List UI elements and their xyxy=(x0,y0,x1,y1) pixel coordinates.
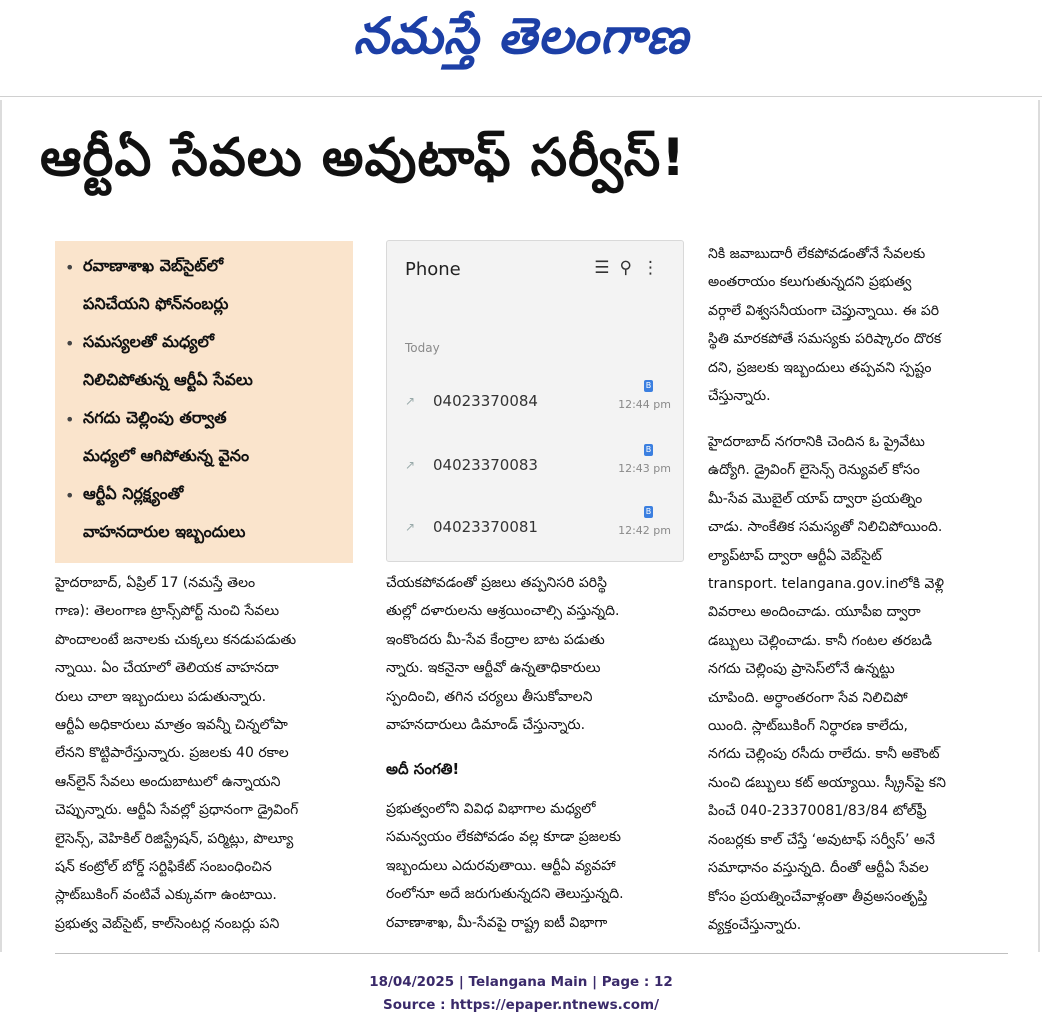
footer-divider xyxy=(55,953,1008,954)
highlight-line: సమస్యలతో మధ్యలో xyxy=(83,332,214,351)
article-column-2 xyxy=(386,569,682,739)
call-time: 12:44 pm xyxy=(618,398,671,411)
text-line: ఇబ్బందులు ఎదురవుతాయి. ఆర్టీఏ వ్యవహా xyxy=(386,857,616,874)
sim-icon: B xyxy=(645,381,652,390)
text-line: పొందాలంటే జనాలకు చుక్కలు కనడుపడుతు xyxy=(55,631,297,648)
text-line: న్నాయి. ఏం చేయాలో తెలియక వాహనదా xyxy=(55,660,279,677)
text-line: చాడు. సాంకేతిక సమస్యతో నిలిచిపోయింది. xyxy=(708,519,943,536)
text-line: చేస్తున్నారు. xyxy=(708,388,771,405)
text-line: సమన్వయం లేకపోవడం వల్ల కూడా ప్రజలకు xyxy=(386,829,621,846)
phone-toolbar xyxy=(594,258,669,278)
text-line: రవాణాశాఖ, మీ-సేవపై రాష్ట్ర ఐటీ విభాగా xyxy=(386,914,608,931)
text-line: చేయకపోవడంతో ప్రజలు తప్పనిసరి పరిస్థి xyxy=(386,575,607,591)
footer-source-link[interactable]: Source : https://epaper.ntnews.com/ xyxy=(382,997,660,1013)
text-line: కోసం ప్రయత్నించేవాళ్లంతా తీవ్రఅసంతృప్తి xyxy=(708,888,928,905)
text-line: నుంచి డబ్బులు కట్ అయ్యాయి. స్క్రీన్‌పై కని xyxy=(708,774,946,791)
more-icon: ⋮ xyxy=(642,258,669,278)
text-line: గాణ): తెలంగాణ ట్రాన్స్‌పోర్ట్ నుంచి సేవలు xyxy=(55,603,280,620)
highlight-line: నగదు చెల్లింపు తర్వాత xyxy=(83,408,227,427)
text-line: ఆన్‌లైన్ సేవలు అందుబాటులో ఉన్నాయని xyxy=(55,773,281,790)
call-number: 04023370083 xyxy=(433,456,538,474)
text-line: నగదు చెల్లింపు ప్రాసెస్‌లోనే ఉన్నట్టు xyxy=(708,661,895,678)
bullet-icon: • xyxy=(65,334,75,353)
text-line: దని, ప్రజలకు ఇబ్బందులు తప్పవని స్పష్టం xyxy=(708,359,932,376)
text-line: వాహనదారులు డిమాండ్ చేస్తున్నారు. xyxy=(386,717,586,734)
filter-icon: ☰ xyxy=(594,258,620,278)
sim-icon: B xyxy=(645,445,652,454)
article-column-1 xyxy=(55,569,355,938)
article-column-3-continued xyxy=(708,428,1008,939)
text-line: పించే 040-23370081/83/84 టోల్‌ఫ్రీ xyxy=(708,803,927,820)
search-icon: ⚲ xyxy=(619,258,642,278)
outgoing-call-icon: ↗ xyxy=(405,394,416,408)
call-log-item xyxy=(405,507,671,560)
text-line: హైదరాబాద్, ఏప్రిల్ 17 (నమస్తే తెలం xyxy=(55,575,256,591)
highlights-box xyxy=(55,241,353,563)
text-line: మీ-సేవ మొబైల్ యాప్ ద్వారా ప్రయత్నిం xyxy=(708,490,923,507)
text-line: న్నారు. ఇకనైనా ఆర్టీవో ఉన్నతాధికారులు xyxy=(386,660,601,677)
highlight-line: ఆర్టీఏ నిర్లక్ష్యంతో xyxy=(83,484,184,503)
text-line: ప్రభుత్వంలోని వివిధ విభాగాల మధ్యలో xyxy=(386,801,596,817)
text-line: నికి జవాబుదారీ లేకపోవడంతోనే సేవలకు xyxy=(708,246,926,262)
call-log-item xyxy=(405,381,671,434)
text-line: షన్ కంట్రోల్ బోర్డ్ సర్టిఫికేట్ సంబంధించిన xyxy=(55,859,272,876)
text-line: ఉద్యోగి. డ్రైవింగ్ లైసెన్స్ రెన్యువల్ కోసం xyxy=(708,462,920,479)
phone-call-log-screenshot xyxy=(386,240,684,562)
call-time: 12:42 pm xyxy=(618,524,671,537)
text-line: నంబర్లకు కాల్ చేస్తే ‘అవుటాఫ్ సర్వీస్’ అనే xyxy=(708,831,935,848)
highlight-line: మధ్యలో ఆగిపోతున్న వైనం xyxy=(83,446,250,465)
text-line: తుల్లో దళారులను ఆశ్రయించాల్సి వస్తున్నది. xyxy=(386,603,620,620)
call-time: 12:43 pm xyxy=(618,462,671,475)
newspaper-logo: నమస్తే తెలంగాణ xyxy=(353,6,689,65)
text-line: ల్యాప్‌టాప్ ద్వారా ఆర్టీఏ వెబ్‌సైట్ xyxy=(708,547,882,564)
text-line: స్పందించి, తగిన చర్యలు తీసుకోవాలని xyxy=(386,688,593,705)
call-log-item xyxy=(405,445,671,498)
sim-icon: B xyxy=(645,507,652,516)
call-log-section: Today xyxy=(405,341,440,355)
footer-edition-info: 18/04/2025 | Telangana Main | Page : 12 xyxy=(369,974,673,990)
call-number: 04023370081 xyxy=(433,518,538,536)
masthead-divider xyxy=(0,96,1042,97)
text-line: వివరాలు అందించాడు. యూపీఐ ద్వారా xyxy=(708,604,921,621)
text-line: రులు చాలా ఇబ్బందులు పడుతున్నారు. xyxy=(55,688,267,705)
outgoing-call-icon: ↗ xyxy=(405,458,416,472)
article-headline: ఆర్టీఏ సేవలు అవుటాఫ్ సర్వీస్! xyxy=(40,128,687,188)
text-line: వర్గాలే విశ్వసనీయంగా చెప్తున్నాయి. ఈ పరి xyxy=(708,302,940,319)
outgoing-call-icon: ↗ xyxy=(405,520,416,534)
bullet-icon: • xyxy=(65,410,75,429)
text-line: ప్రభుత్వ వెబ్‌సైట్, కాల్‌సెంటర్ల నంబర్లు పని xyxy=(55,915,280,932)
right-border xyxy=(1038,100,1040,952)
text-line: స్లాట్‌బుకింగ్ వంటివే ఎక్కువగా ఉంటాయి. xyxy=(55,887,277,904)
text-line: డబ్బులు చెల్లించాడు. కానీ గంటల తరబడి xyxy=(708,632,933,649)
highlight-line: పనిచేయని ఫోన్‌నంబర్లు xyxy=(83,294,229,313)
text-line: transport. telangana.gov.inలోకి వెళ్లి xyxy=(708,576,944,593)
bullet-icon: • xyxy=(65,258,75,277)
article-column-2-continued xyxy=(386,795,682,937)
text-line: లైసెన్స్, వెహికిల్ రిజిస్ట్రేషన్, పర్మిట్లు, పొల్యూ xyxy=(55,830,294,847)
text-line: సమాధానం వస్తున్నది. దీంతో ఆర్టీఏ సేవల xyxy=(708,860,929,877)
text-line: హైదరాబాద్ నగరానికి చెందిన ఓ ప్రైవేటు xyxy=(708,434,925,450)
highlight-line: రవాణాశాఖ వెబ్‌సైట్‌లో xyxy=(83,256,224,275)
text-line: యింది. స్లాట్‌బుకింగ్ నిర్ధారణ కాలేదు, xyxy=(708,718,908,735)
call-number: 04023370084 xyxy=(433,392,538,410)
text-line: స్థితి మారకపోతే సమస్యకు పరిష్కారం దొరక xyxy=(708,331,942,348)
section-subheading: అదీ సంగతి! xyxy=(386,760,460,778)
highlight-line: నిలిచిపోతున్న ఆర్టీఏ సేవలు xyxy=(83,370,253,389)
text-line: లేనని కొట్టిపారేస్తున్నారు. ప్రజలకు 40 రకాల xyxy=(55,745,289,762)
article-column-3 xyxy=(708,240,1008,410)
masthead xyxy=(0,0,1042,92)
text-line: రంలోనూ అదే జరుగుతున్నదని తెలుస్తున్నది. xyxy=(386,886,624,903)
text-line: వ్యక్తంచేస్తున్నారు. xyxy=(708,916,802,933)
text-line: ఆర్టీఏ అధికారులు మాత్రం ఇవన్నీ చిన్నలోపా xyxy=(55,717,288,734)
left-border xyxy=(0,100,2,952)
text-line: చూపింది. అర్ధాంతరంగా సేవ నిలిచిపో xyxy=(708,689,908,706)
text-line: అంతరాయం కలుగుతున్నదని ప్రభుత్వ xyxy=(708,274,912,291)
text-line: చెప్పున్నారు. ఆర్టీఏ సేవల్లో ప్రధానంగా డ్రైవింగ్ xyxy=(55,802,299,819)
phone-app-title: Phone xyxy=(405,259,461,280)
bullet-icon: • xyxy=(65,486,75,505)
text-line: నగదు చెల్లింపు రసీదు రాలేదు. కానీ అకౌంట్ xyxy=(708,746,940,763)
highlight-line: వాహనదారుల ఇబ్బందులు xyxy=(83,522,246,541)
text-line: ఇంకొందరు మీ-సేవ కేంద్రాల బాట పడుతు xyxy=(386,631,605,648)
